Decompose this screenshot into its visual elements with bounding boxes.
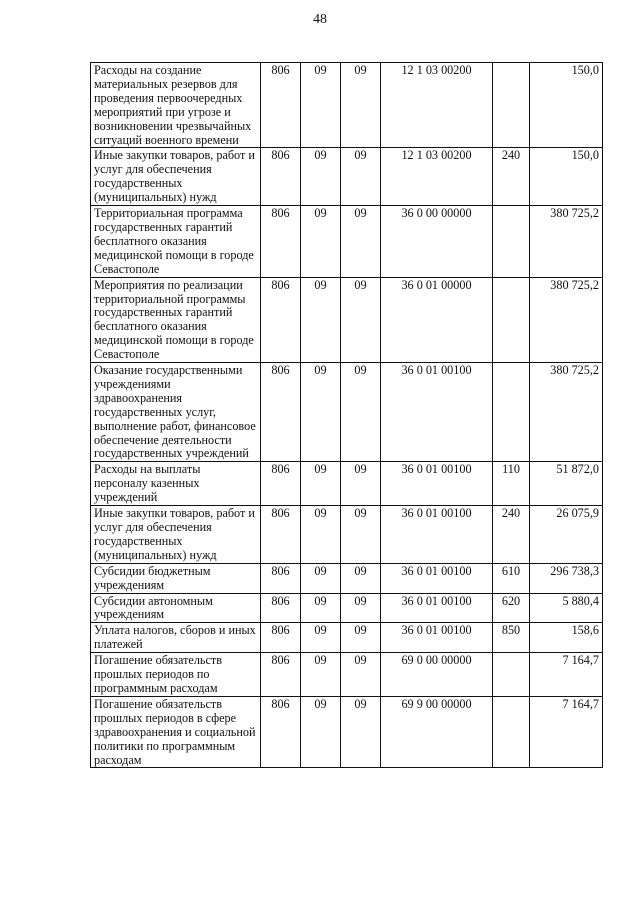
ministry-code-cell: 806 bbox=[261, 506, 301, 564]
expense-name-cell: Иные закупки товаров, работ и услуг для обеспечения государственных (муниципальных) нужд bbox=[91, 148, 261, 206]
target-article-cell: 12 1 03 00200 bbox=[381, 148, 493, 206]
budget-table-body bbox=[91, 63, 603, 768]
section-code-cell: 09 bbox=[301, 623, 341, 653]
subsection-code-cell: 09 bbox=[341, 206, 381, 278]
amount-cell: 7 164,7 bbox=[530, 696, 603, 768]
ministry-code-cell: 806 bbox=[261, 696, 301, 768]
expense-type-cell bbox=[493, 696, 530, 768]
expense-type-cell: 240 bbox=[493, 148, 530, 206]
target-article-cell: 12 1 03 00200 bbox=[381, 63, 493, 148]
expense-name-cell: Субсидии бюджетным учреждениям bbox=[91, 563, 261, 593]
section-code-cell: 09 bbox=[301, 506, 341, 564]
expense-type-cell bbox=[493, 277, 530, 362]
section-code-cell: 09 bbox=[301, 206, 341, 278]
expense-name-cell: Иные закупки товаров, работ и услуг для обеспечения государственных (муниципальных) нужд bbox=[91, 506, 261, 564]
section-code-cell: 09 bbox=[301, 277, 341, 362]
ministry-code-cell: 806 bbox=[261, 653, 301, 697]
table-row bbox=[91, 148, 603, 206]
subsection-code-cell: 09 bbox=[341, 563, 381, 593]
subsection-code-cell: 09 bbox=[341, 593, 381, 623]
expense-name-cell: Уплата налогов, сборов и иных платежей bbox=[91, 623, 261, 653]
section-code-cell: 09 bbox=[301, 462, 341, 506]
ministry-code-cell: 806 bbox=[261, 623, 301, 653]
amount-cell: 296 738,3 bbox=[530, 563, 603, 593]
section-code-cell: 09 bbox=[301, 363, 341, 462]
amount-cell: 5 880,4 bbox=[530, 593, 603, 623]
subsection-code-cell: 09 bbox=[341, 623, 381, 653]
page-number: 48 bbox=[313, 12, 327, 27]
table-row bbox=[91, 593, 603, 623]
amount-cell: 158,6 bbox=[530, 623, 603, 653]
ministry-code-cell: 806 bbox=[261, 206, 301, 278]
amount-cell: 26 075,9 bbox=[530, 506, 603, 564]
section-code-cell: 09 bbox=[301, 593, 341, 623]
target-article-cell: 36 0 01 00100 bbox=[381, 506, 493, 564]
table-row bbox=[91, 63, 603, 148]
ministry-code-cell: 806 bbox=[261, 593, 301, 623]
expense-type-cell: 620 bbox=[493, 593, 530, 623]
expense-type-cell: 610 bbox=[493, 563, 530, 593]
expense-type-cell bbox=[493, 653, 530, 697]
amount-cell: 150,0 bbox=[530, 63, 603, 148]
expense-type-cell: 850 bbox=[493, 623, 530, 653]
expense-type-cell bbox=[493, 363, 530, 462]
expense-name-cell: Расходы на создание материальных резервов для проведения первоочередных мероприятий при угрозе и возникновении чрезвычайных ситуаций военного времени bbox=[91, 63, 261, 148]
table-row bbox=[91, 696, 603, 768]
expense-type-cell: 110 bbox=[493, 462, 530, 506]
expense-name-cell: Погашение обязательств прошлых периодов по программным расходам bbox=[91, 653, 261, 697]
amount-cell: 380 725,2 bbox=[530, 363, 603, 462]
table-row bbox=[91, 623, 603, 653]
subsection-code-cell: 09 bbox=[341, 148, 381, 206]
target-article-cell: 36 0 01 00100 bbox=[381, 623, 493, 653]
section-code-cell: 09 bbox=[301, 148, 341, 206]
table-row bbox=[91, 563, 603, 593]
subsection-code-cell: 09 bbox=[341, 653, 381, 697]
target-article-cell: 36 0 01 00100 bbox=[381, 462, 493, 506]
section-code-cell: 09 bbox=[301, 63, 341, 148]
table-row bbox=[91, 363, 603, 462]
target-article-cell: 36 0 01 00100 bbox=[381, 363, 493, 462]
ministry-code-cell: 806 bbox=[261, 277, 301, 362]
subsection-code-cell: 09 bbox=[341, 63, 381, 148]
amount-cell: 51 872,0 bbox=[530, 462, 603, 506]
section-code-cell: 09 bbox=[301, 696, 341, 768]
target-article-cell: 36 0 00 00000 bbox=[381, 206, 493, 278]
ministry-code-cell: 806 bbox=[261, 63, 301, 148]
amount-cell: 380 725,2 bbox=[530, 277, 603, 362]
subsection-code-cell: 09 bbox=[341, 363, 381, 462]
ministry-code-cell: 806 bbox=[261, 148, 301, 206]
target-article-cell: 36 0 01 00000 bbox=[381, 277, 493, 362]
subsection-code-cell: 09 bbox=[341, 506, 381, 564]
section-code-cell: 09 bbox=[301, 653, 341, 697]
amount-cell: 380 725,2 bbox=[530, 206, 603, 278]
table-row bbox=[91, 462, 603, 506]
ministry-code-cell: 806 bbox=[261, 363, 301, 462]
table-row bbox=[91, 506, 603, 564]
expense-type-cell: 240 bbox=[493, 506, 530, 564]
ministry-code-cell: 806 bbox=[261, 462, 301, 506]
expense-name-cell: Оказание государственными учреждениями здравоохранения государственных услуг, выполнение работ, финансовое обеспечение деятельности государственных учреждений bbox=[91, 363, 261, 462]
target-article-cell: 36 0 01 00100 bbox=[381, 593, 493, 623]
amount-cell: 150,0 bbox=[530, 148, 603, 206]
section-code-cell: 09 bbox=[301, 563, 341, 593]
target-article-cell: 36 0 01 00100 bbox=[381, 563, 493, 593]
ministry-code-cell: 806 bbox=[261, 563, 301, 593]
subsection-code-cell: 09 bbox=[341, 462, 381, 506]
expense-name-cell: Территориальная программа государственных гарантий бесплатного оказания медицинской помощи в городе Севастополе bbox=[91, 206, 261, 278]
table-row bbox=[91, 206, 603, 278]
subsection-code-cell: 09 bbox=[341, 277, 381, 362]
expense-name-cell: Погашение обязательств прошлых периодов в сфере здравоохранения и социальной политики по программным расходам bbox=[91, 696, 261, 768]
expense-name-cell: Субсидии автономным учреждениям bbox=[91, 593, 261, 623]
expense-name-cell: Расходы на выплаты персоналу казенных учреждений bbox=[91, 462, 261, 506]
expense-name-cell: Мероприятия по реализации территориальной программы государственных гарантий бесплатного оказания медицинской помощи в городе Севастополе bbox=[91, 277, 261, 362]
table-row bbox=[91, 653, 603, 697]
target-article-cell: 69 0 00 00000 bbox=[381, 653, 493, 697]
subsection-code-cell: 09 bbox=[341, 696, 381, 768]
target-article-cell: 69 9 00 00000 bbox=[381, 696, 493, 768]
table-row bbox=[91, 277, 603, 362]
budget-table bbox=[90, 62, 603, 768]
expense-type-cell bbox=[493, 206, 530, 278]
amount-cell: 7 164,7 bbox=[530, 653, 603, 697]
expense-type-cell bbox=[493, 63, 530, 148]
